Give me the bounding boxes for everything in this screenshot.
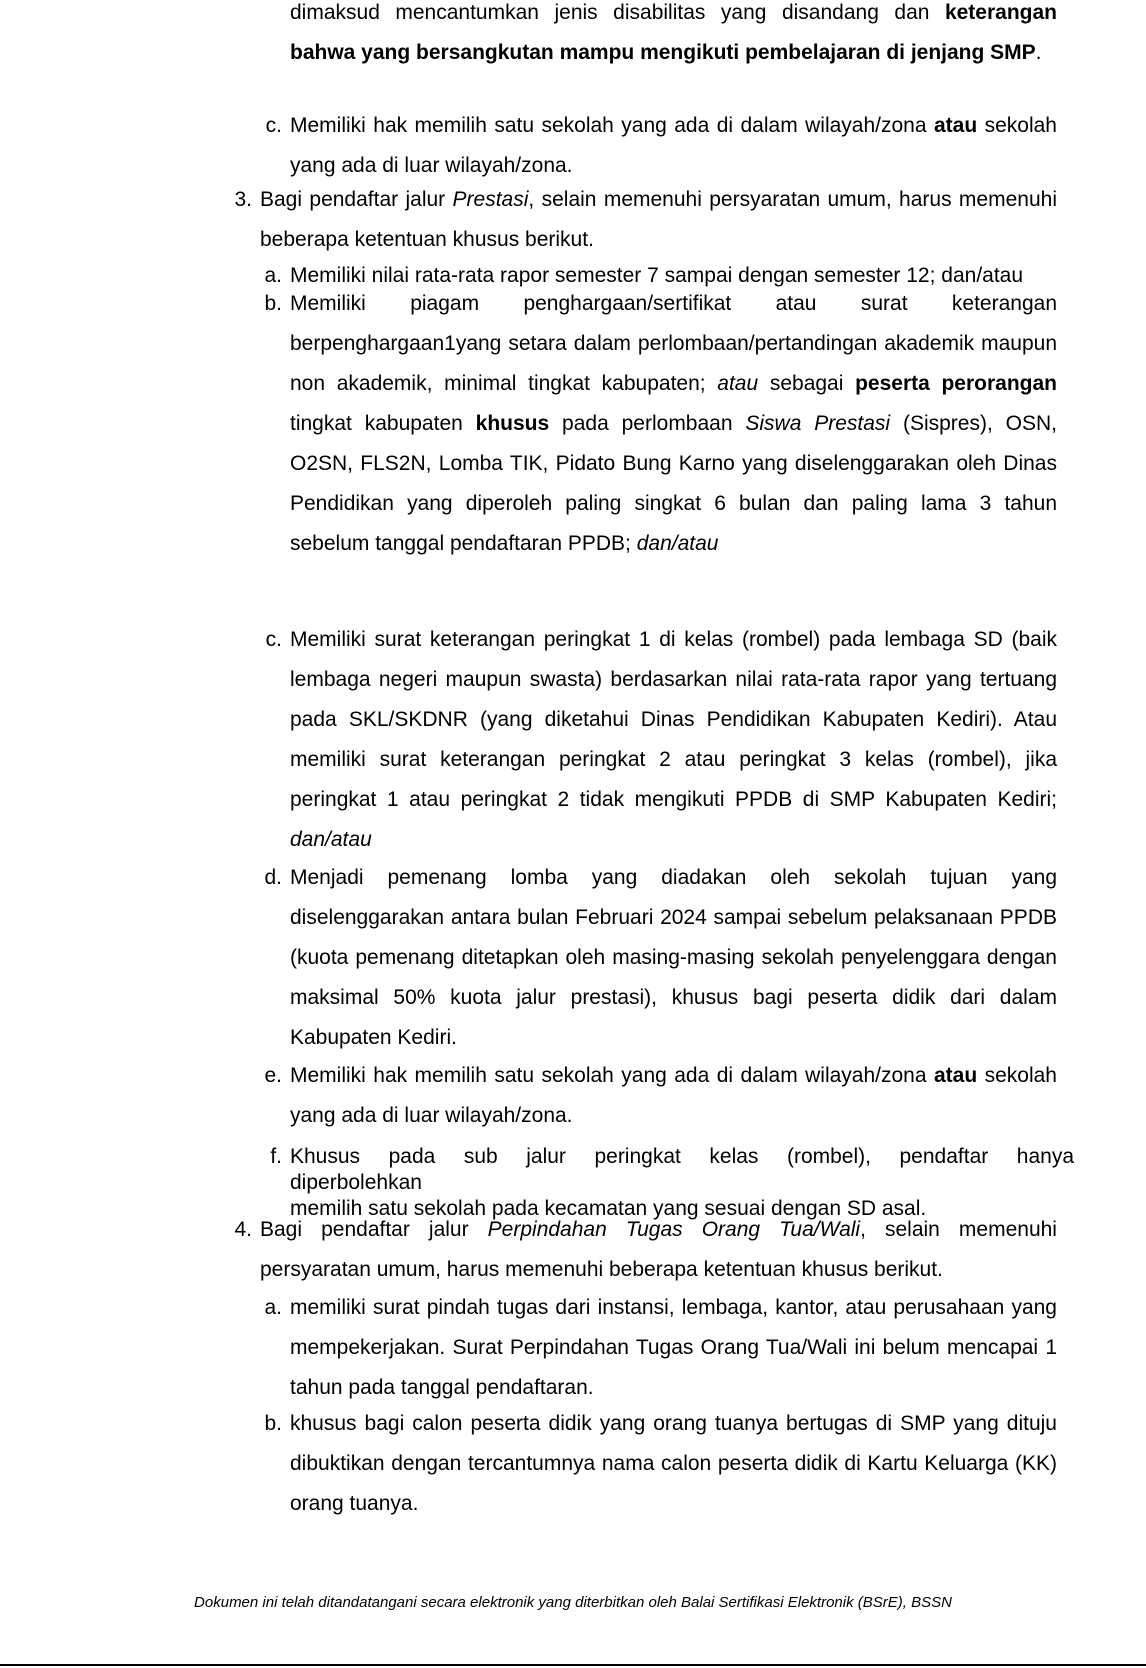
list-marker: b. (264, 1412, 282, 1435)
paragraph-2b-continuation: dimaksud mencantumkan jenis disabilitas yang disandang dan keterangan bahwa yang bersangkutan mampu mengikuti pembelajaran di jenjang SMP. (290, 1, 1057, 64)
footer-signature-note: Dokumen ini telah ditandatangani secara elektronik yang diterbitkan oleh Balai Sertifikasi Elektronik (BSrE), BSSN (194, 1594, 952, 1611)
paragraph-4b: khusus bagi calon peserta didik yang orang tuanya bertugas di SMP yang dituju dibuktikan dengan tercantumnya nama calon peserta didik di Kartu Keluarga (KK) orang tuanya. (290, 1412, 1057, 1515)
paragraph-3c: Memiliki surat keterangan peringkat 1 di kelas (rombel) pada lembaga SD (baik lembaga negeri maupun swasta) berdasarkan nilai rata-rata rapor yang tertuang pada SKL/SKDNR (yang diketahui Dinas Pendidikan Kabupaten Kediri). Atau memiliki surat keterangan peringkat 2 atau peringkat 3 kelas (rombel), jika peringkat 1 atau peringkat 2 tidak mengikuti PPDB di SMP Kabupaten Kediri; dan/atau (290, 628, 1057, 851)
paragraph-3f: Khusus pada sub jalur peringkat kelas (rombel), pendaftar hanya diperbolehkan memilih satu sekolah pada kecamatan yang sesuai dengan SD asal. (290, 1145, 1074, 1220)
list-marker: b. (264, 292, 282, 315)
list-marker: c. (265, 114, 282, 137)
list-marker: e. (264, 1064, 282, 1087)
bottom-divider (0, 1664, 1146, 1666)
paragraph-3e: Memiliki hak memilih satu sekolah yang ada di dalam wilayah/zona atau sekolah yang ada di luar wilayah/zona. (290, 1064, 1057, 1127)
list-marker: a. (264, 1296, 282, 1319)
paragraph-item-4: Bagi pendaftar jalur Perpindahan Tugas Orang Tua/Wali, selain memenuhi persyaratan umum, harus memenuhi beberapa ketentuan khusus berikut. (260, 1218, 1057, 1281)
list-marker: d. (264, 866, 282, 889)
paragraph-3d: Menjadi pemenang lomba yang diadakan oleh sekolah tujuan yang diselenggarakan antara bulan Februari 2024 sampai sebelum pelaksanaan PPDB (kuota pemenang ditetapkan oleh masing-masing sekolah penyelenggara dengan maksimal 50% kuota jalur prestasi), khusus bagi peserta didik dari dalam Kabupaten Kediri. (290, 866, 1057, 1049)
paragraph-3b: Memiliki piagam penghargaan/sertifikat atau surat keterangan berpenghargaan1yang setara dalam perlombaan/pertandingan akademik maupun non akademik, minimal tingkat kabupaten; atau sebagai peserta perorangan tingkat kabupaten khusus pada perlombaan Siswa Prestasi (Sispres), OSN, O2SN, FLS2N, Lomba TIK, Pidato Bung Karno yang diselenggarakan oleh Dinas Pendidikan yang diperoleh paling singkat 6 bulan dan paling lama 3 tahun sebelum tanggal pendaftaran PPDB; dan/atau (290, 292, 1057, 555)
list-marker: 3. (234, 188, 252, 211)
paragraph-4a: memiliki surat pindah tugas dari instansi, lembaga, kantor, atau perusahaan yang mempekerjakan. Surat Perpindahan Tugas Orang Tua/Wali ini belum mencapai 1 tahun pada tanggal pendaftaran. (290, 1296, 1057, 1399)
list-marker: 4. (234, 1218, 252, 1241)
paragraph-2c: Memiliki hak memilih satu sekolah yang ada di dalam wilayah/zona atau sekolah yang ada di luar wilayah/zona. (290, 114, 1057, 177)
list-marker: c. (265, 628, 282, 651)
list-marker: a. (264, 264, 282, 287)
paragraph-3a: Memiliki nilai rata-rata rapor semester 7 sampai dengan semester 12; dan/atau (290, 264, 1024, 287)
list-marker: f. (270, 1145, 282, 1168)
paragraph-item-3: Bagi pendaftar jalur Prestasi, selain memenuhi persyaratan umum, harus memenuhi beberapa ketentuan khusus berikut. (260, 188, 1057, 251)
